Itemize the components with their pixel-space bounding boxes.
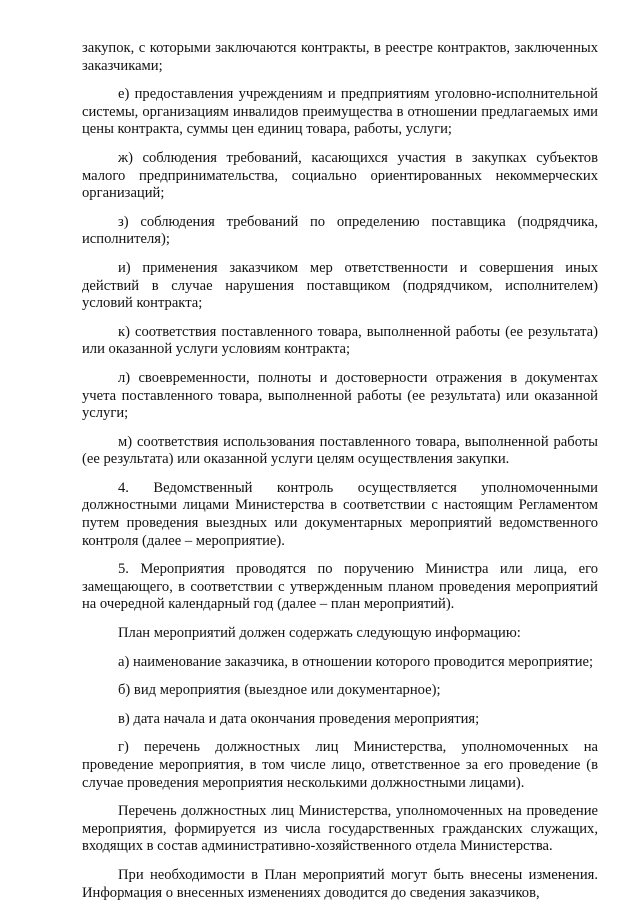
paragraph-section-5: 5. Мероприятия проводятся по поручению Министра или лица, его замещающего, в соответствии с утвержденным планом проведения мероприятий на очередной календарный год (далее – план мероприятий).	[82, 561, 598, 613]
paragraph-section-4: 4. Ведомственный контроль осуществляется уполномоченными должностными лицами Министерства в соответствии с настоящим Регламентом путем проведения выездных или документарных мероприятий ведомственного контроля (далее – мероприятие).	[82, 479, 598, 549]
paragraph-plan-item-g: г) перечень должностных лиц Министерства, уполномоченных на проведение мероприятия, в том числе лицо, ответственное за его проведение (в случае проведения мероприятия несколькими должностными лицами).	[82, 739, 598, 791]
paragraph-plan-item-b: б) вид мероприятия (выездное или документарное);	[118, 682, 441, 699]
paragraph-item-l: л) своевременности, полноты и достоверности отражения в документах учета поставленного товара, выполненной работы (ее результата) или оказанной услуги;	[82, 369, 598, 422]
paragraph-item-e: е) предоставления учреждениям и предприятиям уголовно-исполнительной системы, организациям инвалидов преимущества в отношении предлагаемых ими цены контракта, суммы цен единиц товара, работы, услуги;	[82, 86, 598, 138]
paragraph-plan-item-a: а) наименование заказчика, в отношении которого проводится мероприятие;	[118, 653, 594, 670]
paragraph-continuation: закупок, с которыми заключаются контракты, в реестре контрактов, заключенных заказчиками;	[82, 40, 598, 74]
paragraph-item-k: к) соответствия поставленного товара, выполненной работы (ее результата) или оказанной услуги условиям контракта;	[82, 323, 598, 358]
paragraph-plan-intro: План мероприятий должен содержать следующую информацию:	[118, 625, 521, 642]
paragraph-item-i: и) применения заказчиком мер ответственности и совершения иных действий в случае нарушения поставщиком (подрядчиком, исполнителем) условий контракта;	[82, 259, 598, 312]
paragraph-plan-changes: При необходимости в План мероприятий могут быть внесены изменения. Информация о внесенных изменениях доводится до сведения заказчиков,	[82, 866, 598, 901]
paragraph-item-zh: ж) соблюдения требований, касающихся участия в закупках субъектов малого предпринимательства, социально ориентированных некоммерческих организаций;	[82, 149, 598, 202]
paragraph-item-z: з) соблюдения требований по определению поставщика (подрядчика, исполнителя);	[82, 213, 598, 248]
paragraph-item-m: м) соответствия использования поставленного товара, выполненной работы (ее результата) или оказанной услуги целям осуществления закупки.	[82, 433, 598, 468]
paragraph-plan-item-v: в) дата начала и дата окончания проведения мероприятия;	[118, 710, 480, 727]
paragraph-officials-list: Перечень должностных лиц Министерства, уполномоченных на проведение мероприятия, формируется из числа государственных гражданских служащих, входящих в состав административно-хозяйственного отдела Министерства.	[82, 803, 598, 855]
document-page	[82, 40, 598, 913]
